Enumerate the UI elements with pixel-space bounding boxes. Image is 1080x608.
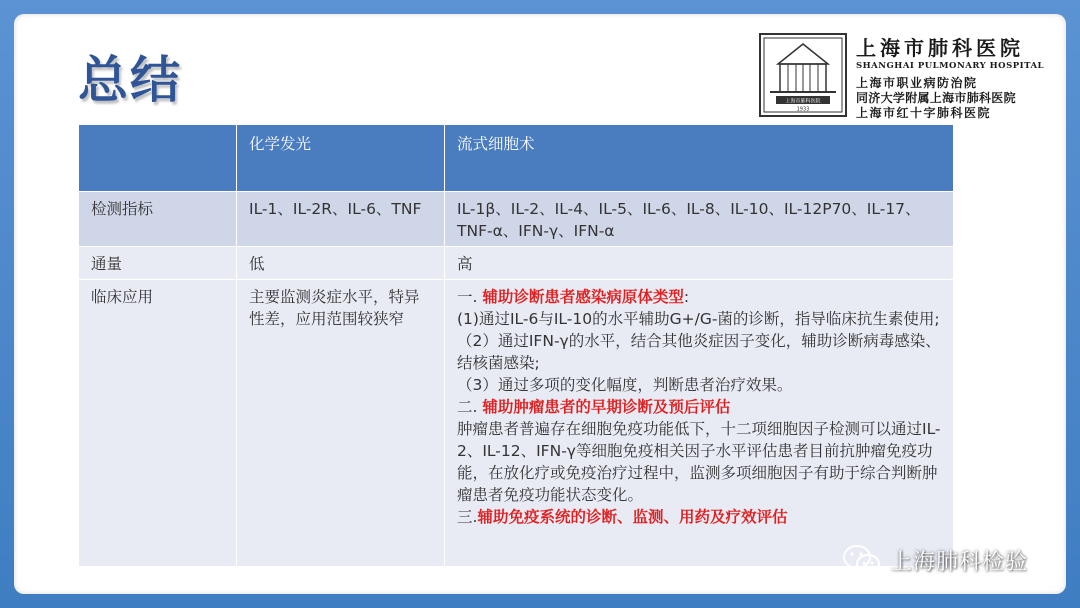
flow-cell (445, 280, 954, 567)
section-1-point-2: （2）通过IFN-γ的水平，结合其他炎症因子变化，辅助诊断病毒感染、结核菌感染; (457, 332, 941, 372)
hospital-line-2: 同济大学附属上海市肺科医院 (856, 91, 1016, 105)
header-cell-flow-cytometry: 流式细胞术 (445, 125, 954, 192)
table-row (79, 192, 954, 247)
hospital-name-en: SHANGHAI PULMONARY HOSPITAL (856, 61, 1045, 71)
section-2-number: 二. (457, 398, 483, 416)
hospital-line-1: 上海市职业病防治院 (856, 76, 978, 90)
hospital-logo (758, 30, 1058, 130)
hospital-seal-icon (758, 32, 848, 118)
section-1-point-1: (1)通过IL-6与IL-10的水平辅助G+/G-菌的诊断，指导临床抗生素使用; (457, 310, 940, 328)
section-3-title: 辅助免疫系统的诊断、监测、用药及疗效评估 (477, 508, 788, 526)
row-label: 检测指标 (91, 200, 154, 218)
header-cell-chemiluminescence: 化学发光 (237, 125, 445, 192)
wechat-watermark (842, 540, 1028, 580)
row-label-cell (79, 247, 237, 280)
section-2-body: 肿瘤患者普遍存在细胞免疫功能低下，十二项细胞因子检测可以通过IL-2、IL-12、IFN-γ等细胞免疫相关因子水平评估患者目前抗肿瘤免疫功能，在放化疗或免疫治疗过程中，监测多项细胞因子有助于综合判断肿瘤患者免疫功能状态变化。 (457, 420, 941, 504)
flow-value: 高 (457, 255, 473, 273)
section-1-number: 一. (457, 288, 483, 306)
table-row (79, 247, 954, 280)
wechat-icon (842, 543, 882, 577)
summary-table (78, 124, 954, 567)
section-1-point-3: （3）通过多项的变化幅度，判断患者治疗效果。 (457, 376, 793, 394)
chem-value: 低 (249, 255, 265, 273)
slide-title: 总结 (78, 51, 182, 109)
watermark-text: 上海肺科检验 (890, 549, 1029, 575)
header-cell-empty (79, 125, 237, 192)
table-header-row (79, 125, 954, 192)
chem-cell (237, 192, 445, 247)
row-label-cell (79, 280, 237, 567)
section-3-heading (457, 506, 943, 528)
section-1-heading (457, 286, 943, 308)
chem-cell (237, 247, 445, 280)
seal-text: 上海市肺科医院 (785, 98, 821, 105)
chem-cell (237, 280, 445, 567)
seal-year: 1933 (796, 106, 810, 113)
row-label: 临床应用 (91, 288, 154, 306)
flow-cell (445, 192, 954, 247)
table-row (79, 280, 954, 567)
slide (14, 14, 1066, 594)
flow-cell (445, 247, 954, 280)
section-1-colon: : (683, 288, 690, 306)
section-3-number: 三. (457, 508, 478, 526)
row-label: 通量 (91, 255, 123, 273)
flow-value: IL-1β、IL-2、IL-4、IL-5、IL-6、IL-8、IL-10、IL-12P70、IL-17、TNF-α、IFN-γ、IFN-α (457, 200, 921, 240)
clinical-application-text (445, 280, 953, 532)
chem-value: IL-1、IL-2R、IL-6、TNF (249, 200, 422, 218)
section-2-title: 辅助肿瘤患者的早期诊断及预后评估 (482, 398, 731, 416)
section-1-title: 辅助诊断患者感染病原体类型 (482, 288, 684, 306)
row-label-cell (79, 192, 237, 247)
section-2-heading (457, 396, 943, 418)
hospital-name-cn: 上海市肺科医院 (856, 36, 1024, 60)
hospital-line-3: 上海市红十字肺科医院 (856, 106, 992, 120)
chem-value: 主要监测炎症水平，特异性差，应用范围较狭窄 (249, 288, 420, 328)
